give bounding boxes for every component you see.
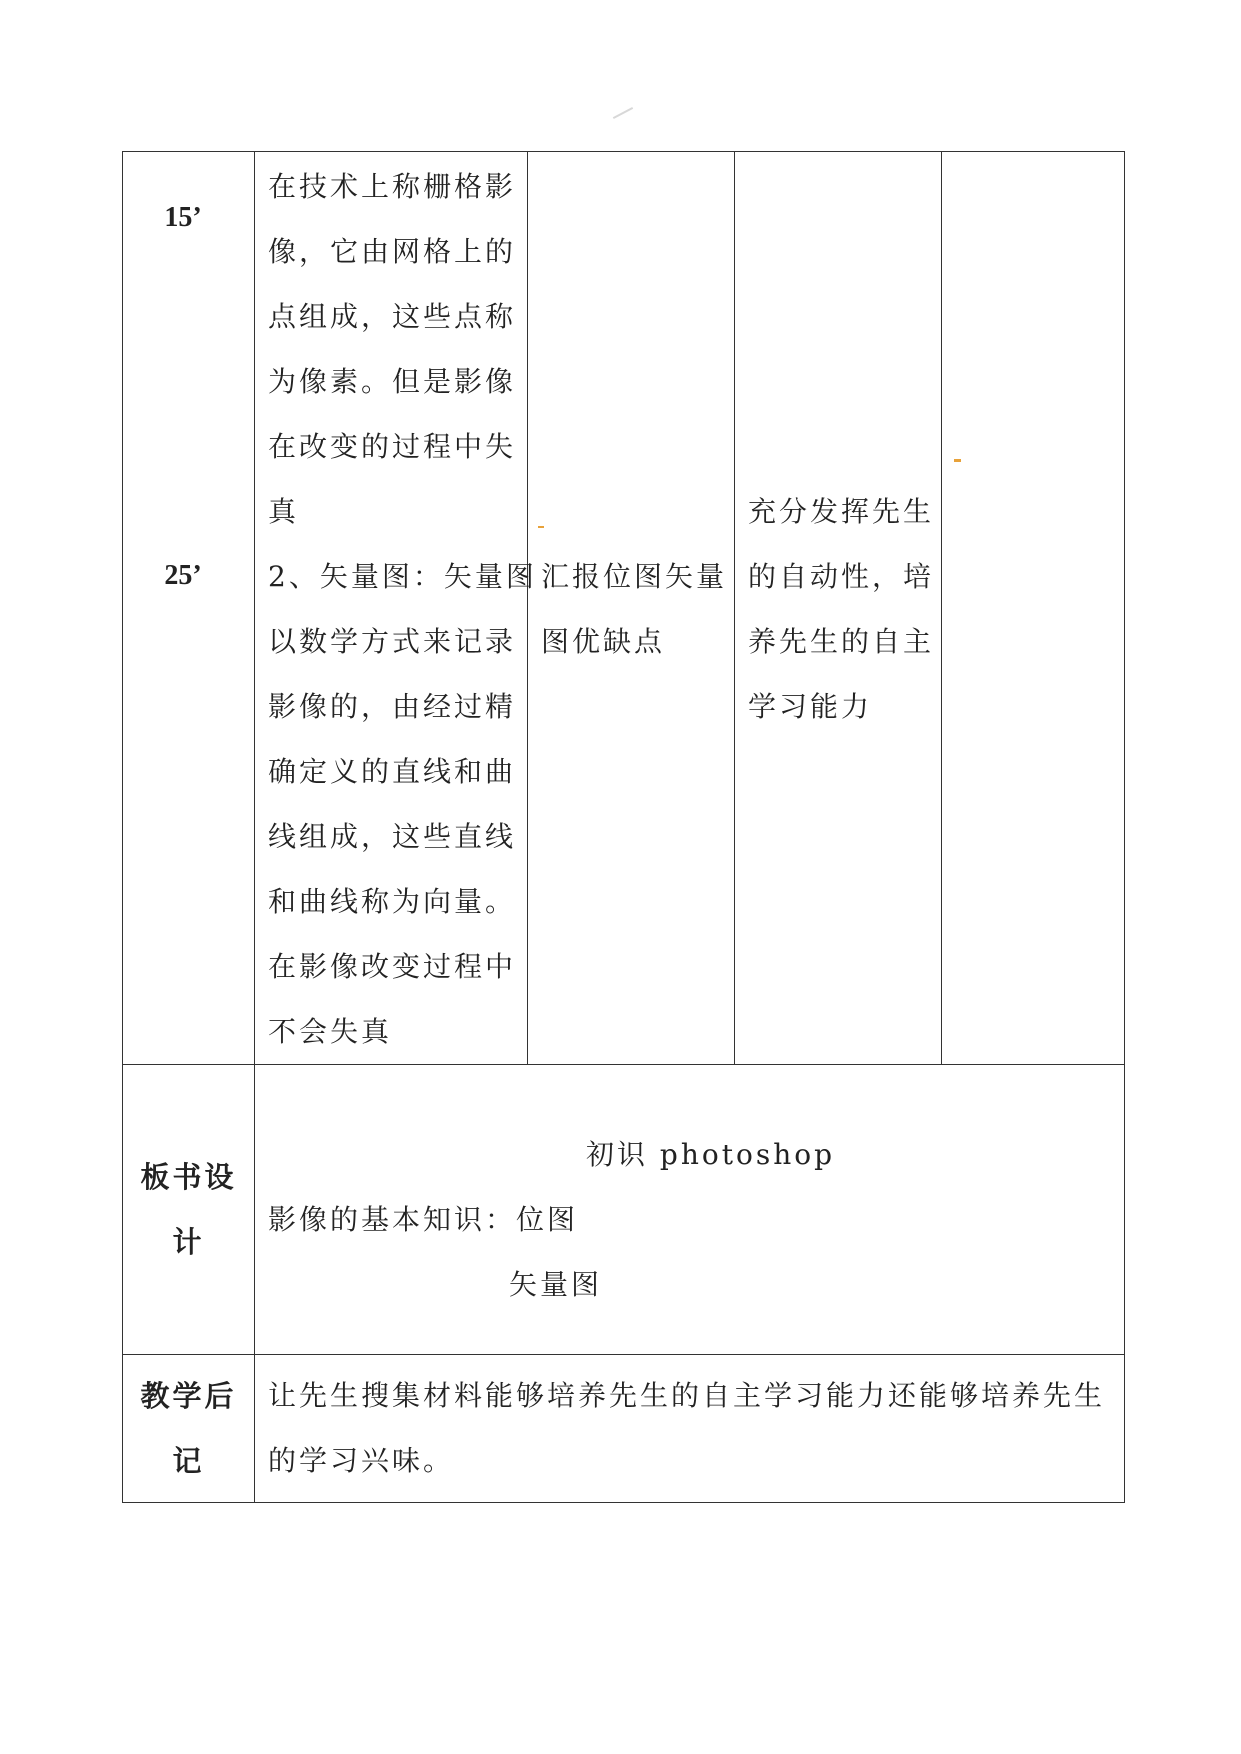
content-line: 在技术上称栅格影 bbox=[268, 170, 517, 203]
student-activity-cell bbox=[528, 152, 735, 1065]
page-scan-mark bbox=[613, 107, 633, 119]
content-line: 2、矢量图：矢量图 bbox=[268, 560, 537, 593]
board-design-label-cell bbox=[123, 1065, 255, 1355]
board-design-content-cell bbox=[255, 1065, 1125, 1355]
board-title: 初识 photoshop bbox=[586, 1138, 836, 1171]
notes-cell bbox=[942, 152, 1125, 1065]
board-design-label-line: 板书设 bbox=[140, 1159, 237, 1194]
content-line: 线组成，这些直线 bbox=[268, 820, 517, 853]
content-line: 像，它由网格上的 bbox=[268, 235, 517, 268]
reflection-line: 让先生搜集材料能够培养先生的自主学习能力还能够培养先生 bbox=[268, 1379, 1106, 1412]
time-15: 15’ bbox=[164, 202, 202, 233]
intent-line: 养先生的自主 bbox=[748, 625, 935, 658]
ink-speck bbox=[538, 526, 544, 528]
content-line: 在影像改变过程中 bbox=[268, 950, 517, 983]
content-line: 为像素。但是影像 bbox=[268, 365, 517, 398]
content-line: 真 bbox=[268, 495, 300, 528]
content-line: 以数学方式来记录 bbox=[268, 625, 517, 658]
content-line: 和曲线称为向量。 bbox=[268, 885, 517, 918]
content-line: 在改变的过程中失 bbox=[268, 430, 517, 463]
board-line: 矢量图 bbox=[509, 1268, 603, 1301]
reflection-label-line: 教学后 bbox=[140, 1378, 237, 1413]
content-line: 确定义的直线和曲 bbox=[268, 755, 517, 788]
reflection-line: 的学习兴味。 bbox=[268, 1444, 455, 1477]
reflection-row bbox=[123, 1355, 1125, 1503]
reflection-content-cell bbox=[255, 1355, 1125, 1503]
ink-speck bbox=[954, 459, 961, 462]
activity-line: 汇报位图矢量 bbox=[541, 560, 728, 593]
board-design-label-line: 计 bbox=[172, 1224, 205, 1259]
design-intent-cell bbox=[735, 152, 942, 1065]
reflection-label-cell bbox=[123, 1355, 255, 1503]
content-line: 点组成，这些点称 bbox=[268, 300, 517, 333]
content-line: 不会失真 bbox=[268, 1015, 393, 1048]
lesson-plan-table bbox=[122, 151, 1125, 1503]
intent-line: 的自动性，培 bbox=[748, 560, 935, 593]
teaching-content-cell bbox=[255, 152, 537, 1065]
intent-line: 充分发挥先生 bbox=[748, 495, 935, 528]
activity-line: 图优缺点 bbox=[541, 625, 666, 658]
board-line: 影像的基本知识：位图 bbox=[268, 1203, 579, 1236]
reflection-label-line: 记 bbox=[172, 1443, 205, 1478]
time-cell bbox=[123, 152, 255, 1065]
time-25: 25’ bbox=[164, 560, 202, 591]
teaching-process-row bbox=[123, 152, 1125, 1065]
content-line: 影像的，由经过精 bbox=[268, 690, 517, 723]
board-design-row bbox=[123, 1065, 1125, 1355]
intent-line: 学习能力 bbox=[748, 690, 873, 723]
